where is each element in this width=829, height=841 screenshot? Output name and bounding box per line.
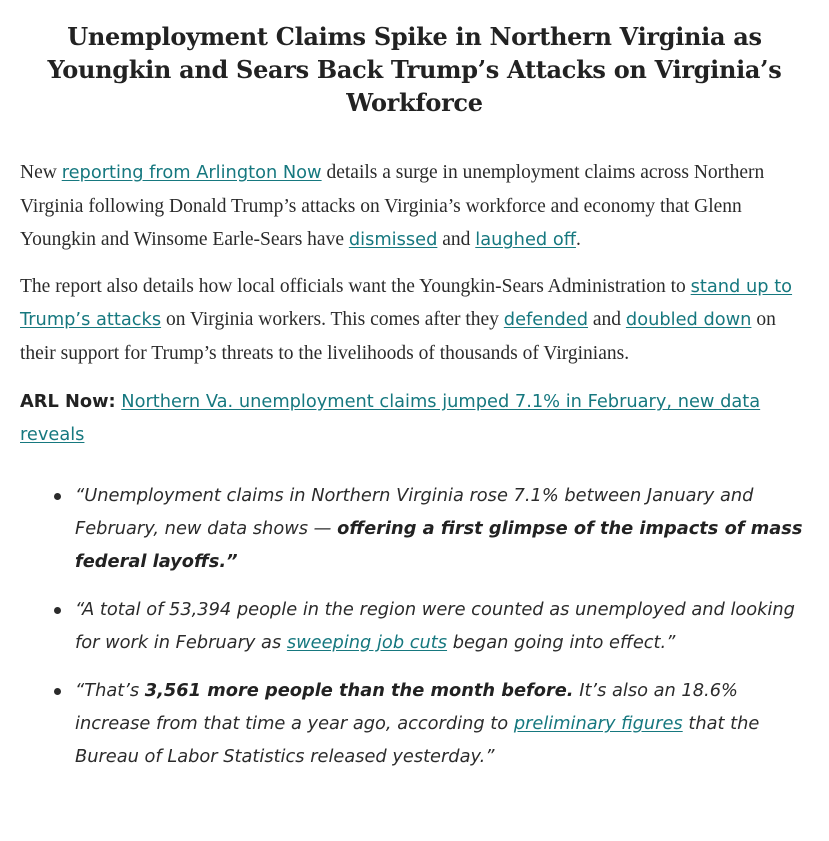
intro-text-3: and	[437, 229, 476, 250]
quote-list	[20, 479, 809, 773]
source-label: ARL Now:	[20, 391, 116, 412]
stand-up-link[interactable]: stand up to Trump’s attacks	[20, 275, 793, 330]
article-headline: Unemployment Claims Spike in Northern Virginia as Youngkin and Sears Back Trump’s Attacks on Virginia’s Workforce	[47, 22, 782, 117]
quote-2-text-1: “A total of 53,394 people in the region were counted as unemployed and looking for work in February as	[75, 599, 795, 653]
report-paragraph	[20, 270, 809, 371]
quote-2-text-2: began going into effect.”	[447, 632, 676, 653]
arlington-now-report-link[interactable]: reporting from Arlington Now	[61, 162, 322, 183]
source-line	[20, 385, 809, 451]
preliminary-figures-link[interactable]: preliminary figures	[513, 713, 683, 734]
intro-text-4: .	[575, 229, 581, 250]
report-text-2: on Virginia workers. This comes after they	[161, 309, 504, 330]
report-text-3: and	[588, 309, 626, 330]
quote-item-3	[75, 674, 809, 773]
report-text-1: The report also details how local officials want the Youngkin-Sears Administration to	[20, 275, 691, 297]
quote-3-text-1: It’s also an 18.6% increase from that time a year ago, according to	[75, 680, 738, 734]
quote-3-text-0: “That’s	[75, 680, 145, 701]
quote-1-bold: offering a first glimpse of the impacts of mass federal layoffs.”	[75, 518, 803, 572]
intro-paragraph	[20, 156, 809, 257]
source-article-link[interactable]: Northern Va. unemployment claims jumped 7.1% in February, new data reveals	[20, 391, 761, 445]
quote-3-bold: 3,561 more people than the month before.	[144, 680, 574, 701]
laughed-off-link[interactable]: laughed off	[475, 229, 576, 250]
quote-item-1	[75, 479, 809, 578]
sweeping-job-cuts-link[interactable]: sweeping job cuts	[286, 632, 448, 653]
quote-3-text-2: that the Bureau of Labor Statistics released yesterday.”	[75, 713, 760, 767]
dismissed-link[interactable]: dismissed	[348, 229, 438, 250]
intro-text-2: details a surge in unemployment claims across Northern Virginia following Donald Trump’s attacks on Virginia’s workforce and economy that Glenn Youngkin and Winsome Earle-Sears have	[20, 162, 765, 250]
quote-1-text: “Unemployment claims in Northern Virginia rose 7.1% between January and February, new data shows —	[75, 485, 754, 539]
quote-item-2	[75, 593, 809, 659]
defended-link[interactable]: defended	[503, 309, 589, 330]
report-text-4: on their support for Trump’s threats to the livelihoods of thousands of Virginians.	[20, 309, 776, 364]
doubled-down-link[interactable]: doubled down	[625, 309, 752, 330]
intro-text-1: New	[20, 162, 62, 183]
